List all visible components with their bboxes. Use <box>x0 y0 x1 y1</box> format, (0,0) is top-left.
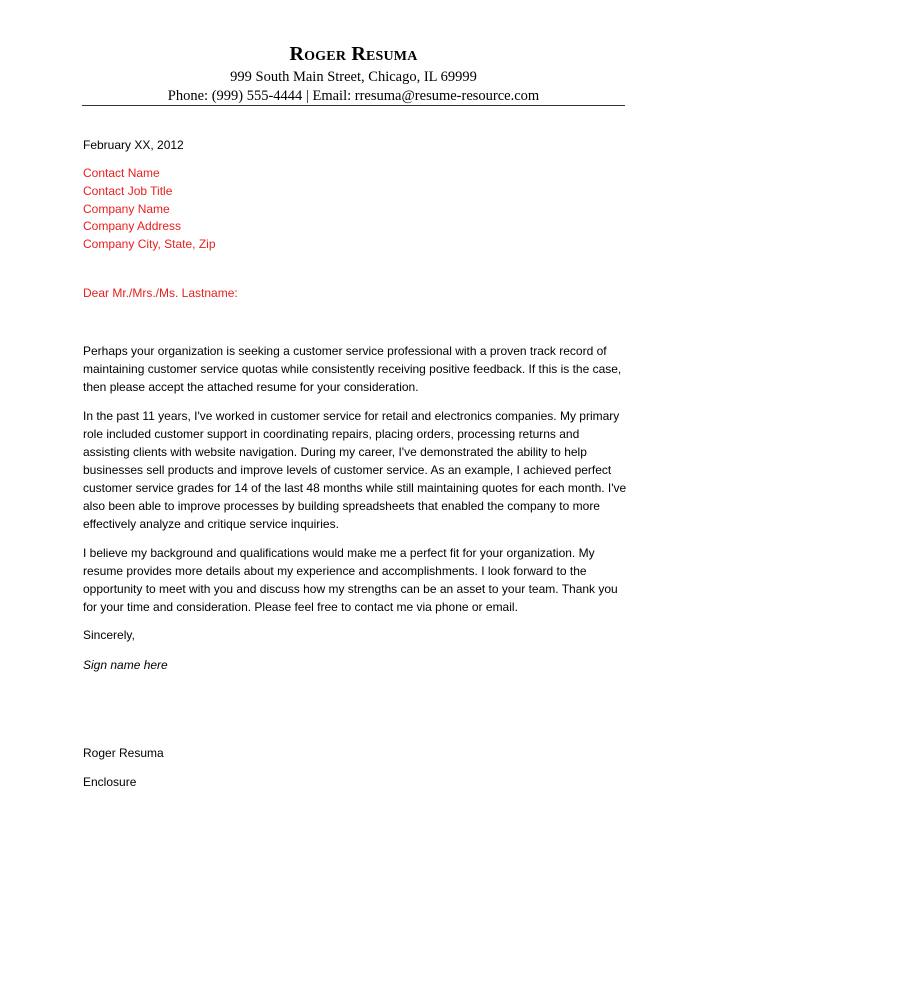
recipient-company-name: Company Name <box>83 201 170 216</box>
signed-name: Roger Resuma <box>83 746 164 760</box>
letterhead <box>82 40 625 106</box>
letter-date: February XX, 2012 <box>83 138 184 152</box>
recipient-company-address: Company Address <box>83 219 182 234</box>
body-paragraph-1: Perhaps your organization is seeking a customer service professional with a proven track record of maintaining customer service quotas while consistently receiving positive feedback. If this is the case, then please accept the attached resume for your consideration. <box>83 344 622 394</box>
recipient-job-title: Contact Job Title <box>83 183 173 198</box>
signature-placeholder: Sign name here <box>83 658 168 672</box>
recipient-city-state-zip: Company City, State, Zip <box>83 237 216 252</box>
sender-name: Roger Resuma <box>289 43 418 65</box>
salutation: Dear Mr./Mrs./Ms. Lastname: <box>83 286 238 300</box>
sender-address: 999 South Main Street, Chicago, IL 69999 <box>230 69 477 85</box>
enclosure-note: Enclosure <box>83 775 137 789</box>
body-paragraph-2: In the past 11 years, I've worked in customer service for retail and electronics companies. My primary role included customer support in coordinating repairs, placing orders, processing returns and assisting clients with website navigation. During my career, I've demonstrated the ability to help businesses sell products and improve levels of customer service. As an example, I achieved perfect customer service grades for 14 of the last 48 months while still maintaining quotes for each month. I've also been able to improve processes by building spreadsheets that enabled the company to more effectively analyze and critique service inquiries. <box>83 409 627 531</box>
closing: Sincerely, <box>83 628 135 642</box>
recipient-block <box>83 165 628 254</box>
body-paragraph-3: I believe my background and qualifications would make me a perfect fit for your organization. My resume provides more details about my experience and accomplishments. I look forward to the opportunity to meet with you and discuss how my strengths can be an asset to your team. Thank you for your time and consideration. Please feel free to contact me via phone or email. <box>83 546 618 614</box>
header-divider <box>82 105 625 106</box>
sender-contact: Phone: (999) 555-4444 | Email: rresuma@resume-resource.com <box>167 88 540 104</box>
recipient-contact-name: Contact Name <box>83 166 160 180</box>
